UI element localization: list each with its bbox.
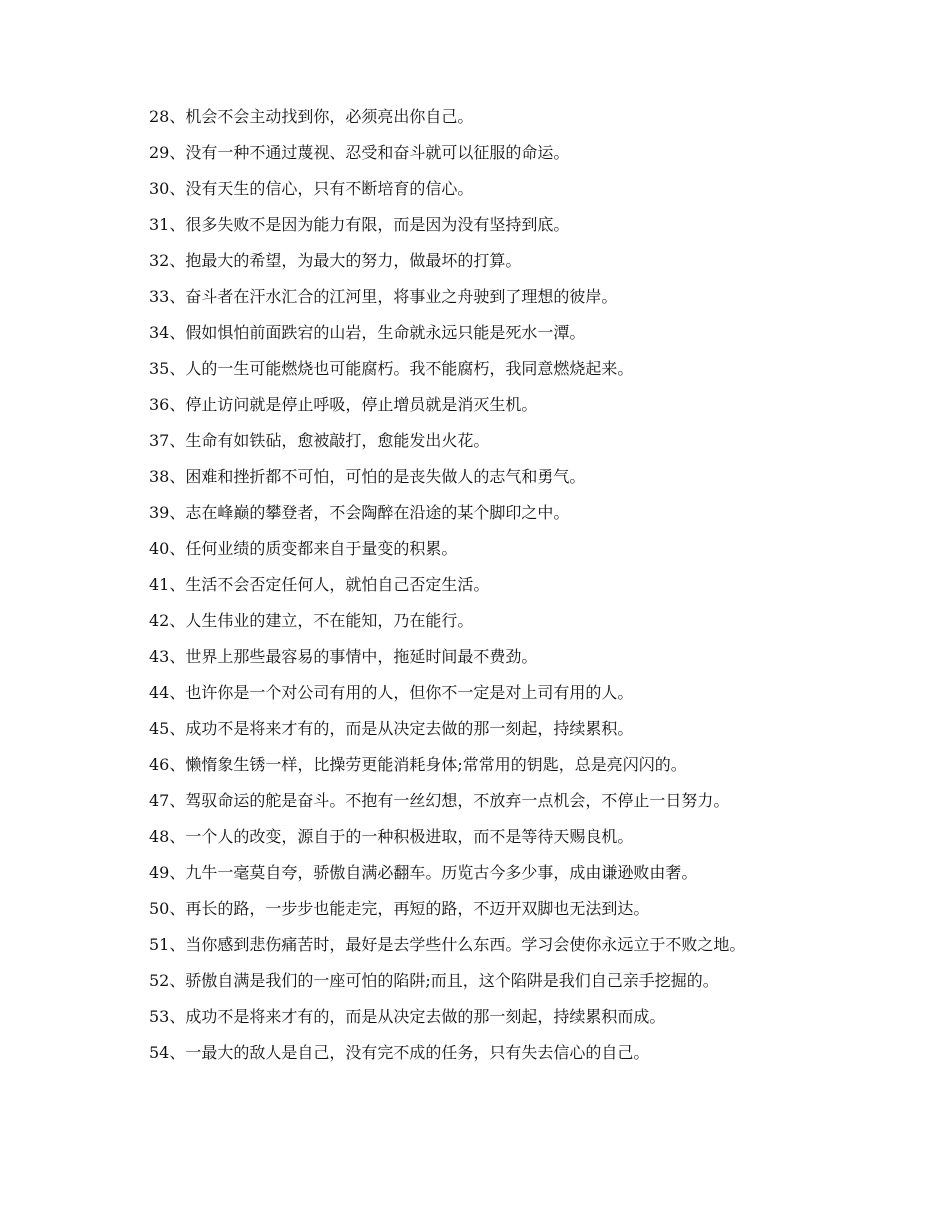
quote-item-37: 37、生命有如铁砧，愈被敲打，愈能发出火花。 bbox=[149, 431, 490, 450]
quote-item-49: 49、九牛一毫莫自夸，骄傲自满必翻车。历览古今多少事，成由谦逊败由奢。 bbox=[149, 863, 698, 882]
quote-item-41: 41、生活不会否定任何人，就怕自己否定生活。 bbox=[149, 575, 490, 594]
quote-item-46: 46、懒惰象生锈一样，比操劳更能消耗身体;常常用的钥匙，总是亮闪闪的。 bbox=[149, 755, 687, 774]
quote-item-35: 35、人的一生可能燃烧也可能腐朽。我不能腐朽，我同意燃烧起来。 bbox=[149, 359, 634, 378]
quote-item-31: 31、很多失败不是因为能力有限，而是因为没有坚持到底。 bbox=[149, 215, 570, 234]
quote-item-42: 42、人生伟业的建立，不在能知，乃在能行。 bbox=[149, 611, 474, 630]
quote-item-45: 45、成功不是将来才有的，而是从决定去做的那一刻起，持续累积。 bbox=[149, 719, 634, 738]
quote-item-34: 34、假如惧怕前面跌宕的山岩，生命就永远只能是死水一潭。 bbox=[149, 323, 586, 342]
quote-item-33: 33、奋斗者在汗水汇合的江河里，将事业之舟驶到了理想的彼岸。 bbox=[149, 287, 618, 306]
quote-item-39: 39、志在峰巅的攀登者，不会陶醉在沿途的某个脚印之中。 bbox=[149, 503, 570, 522]
quote-item-44: 44、也许你是一个对公司有用的人，但你不一定是对上司有用的人。 bbox=[149, 683, 634, 702]
quote-list bbox=[113, 108, 823, 1080]
quote-item-38: 38、困难和挫折都不可怕，可怕的是丧失做人的志气和勇气。 bbox=[149, 467, 586, 486]
quote-item-29: 29、没有一种不通过蔑视、忍受和奋斗就可以征服的命运。 bbox=[149, 143, 570, 162]
quote-item-47: 47、驾驭命运的舵是奋斗。不抱有一丝幻想，不放弃一点机会，不停止一日努力。 bbox=[149, 791, 730, 810]
quote-item-28: 28、机会不会主动找到你，必须亮出你自己。 bbox=[149, 107, 474, 126]
quote-item-51: 51、当你感到悲伤痛苦时，最好是去学些什么东西。学习会使你永远立于不败之地。 bbox=[149, 935, 746, 954]
quote-item-36: 36、停止访问就是停止呼吸，停止增员就是消灭生机。 bbox=[149, 395, 538, 414]
quote-item-32: 32、抱最大的希望，为最大的努力，做最坏的打算。 bbox=[149, 251, 522, 270]
quote-item-48: 48、一个人的改变，源自于的一种积极进取，而不是等待天赐良机。 bbox=[149, 827, 634, 846]
quote-item-43: 43、世界上那些最容易的事情中，拖延时间最不费劲。 bbox=[149, 647, 538, 666]
quote-item-52: 52、骄傲自满是我们的一座可怕的陷阱;而且，这个陷阱是我们自己亲手挖掘的。 bbox=[149, 971, 719, 990]
quote-item-53: 53、成功不是将来才有的，而是从决定去做的那一刻起，持续累积而成。 bbox=[149, 1007, 666, 1026]
quote-item-40: 40、任何业绩的质变都来自于量变的积累。 bbox=[149, 539, 458, 558]
quote-item-30: 30、没有天生的信心，只有不断培育的信心。 bbox=[149, 179, 474, 198]
quote-item-54: 54、一最大的敌人是自己，没有完不成的任务，只有失去信心的自己。 bbox=[149, 1043, 650, 1062]
quote-item-50: 50、再长的路，一步步也能走完，再短的路，不迈开双脚也无法到达。 bbox=[149, 899, 650, 918]
